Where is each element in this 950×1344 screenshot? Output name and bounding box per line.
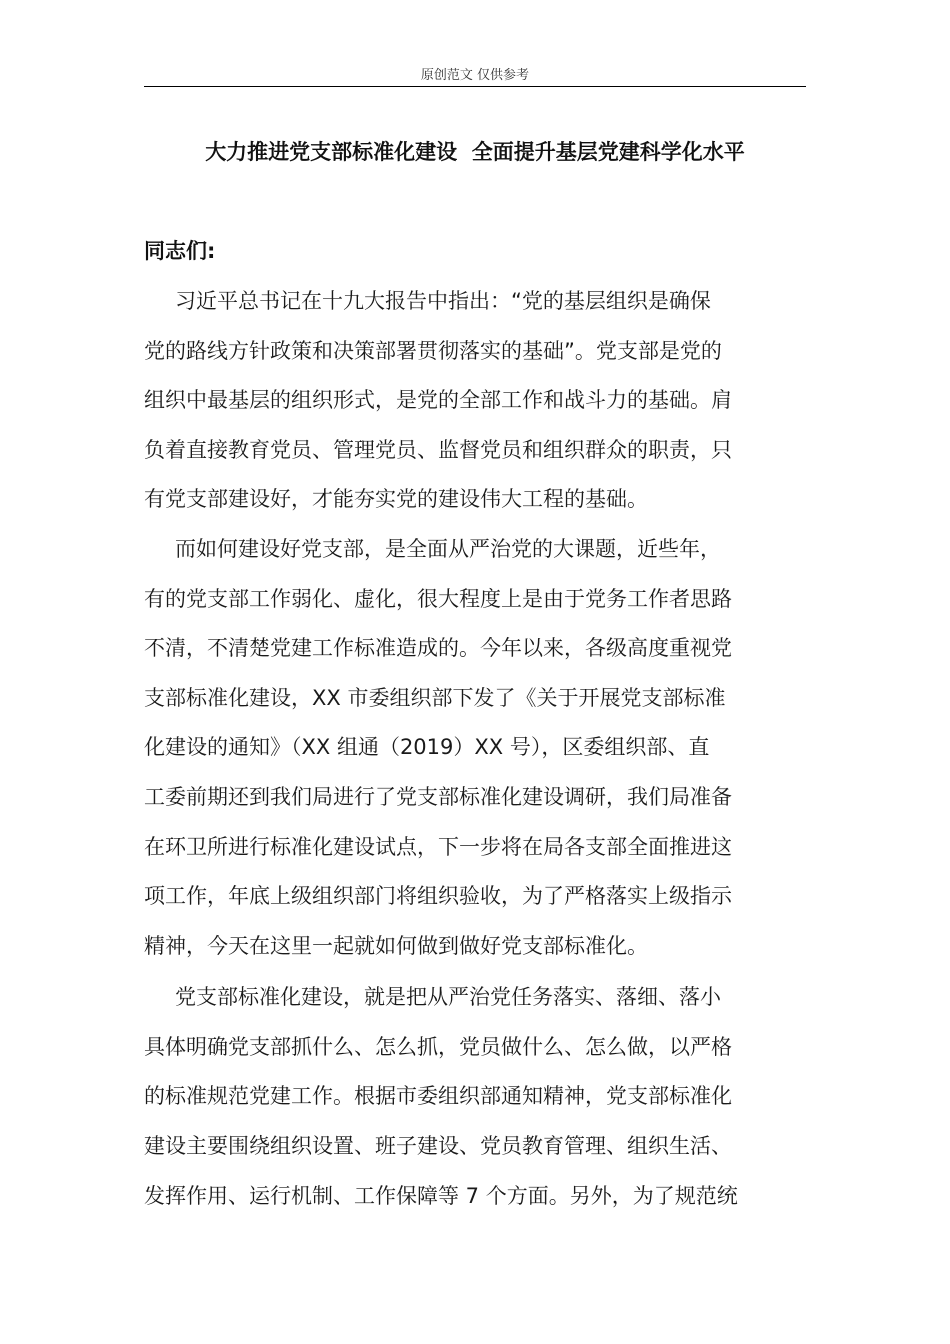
paragraph-2-line-6: 工委前期还到我们局进行了党支部标准化建设调研，我们局准备 bbox=[144, 785, 732, 809]
page-header-text: 原创范文 仅供参考 bbox=[420, 68, 530, 83]
paragraph-1-line-2: 党的路线方针政策和决策部署贯彻落实的基础”。党支部是党的 bbox=[144, 339, 722, 363]
paragraph-3-line-3: 的标准规范党建工作。根据市委组织部通知精神，党支部标准化 bbox=[144, 1084, 732, 1108]
paragraph-2-line-8: 项工作，年底上级组织部门将组织验收，为了严格落实上级指示 bbox=[144, 884, 732, 908]
paragraph-2-line-9: 精神，今天在这里一起就如何做到做好党支部标准化。 bbox=[144, 934, 648, 958]
document-title: 大力推进党支部标准化建设 全面提升基层党建科学化水平 bbox=[205, 140, 745, 164]
paragraph-3-line-4: 建设主要围绕组织设置、班子建设、党员教育管理、组织生活、 bbox=[144, 1134, 732, 1158]
paragraph-3-line-2: 具体明确党支部抓什么、怎么抓，党员做什么、怎么做，以严格 bbox=[144, 1035, 732, 1059]
paragraph-2-line-7: 在环卫所进行标准化建设试点，下一步将在局各支部全面推进这 bbox=[144, 835, 732, 859]
header-divider bbox=[144, 86, 806, 87]
paragraph-2-line-5: 化建设的通知》（XX 组通（2019）XX 号），区委组织部、直 bbox=[144, 735, 710, 759]
paragraph-1-line-1: 习近平总书记在十九大报告中指出：“党的基层组织是确保 bbox=[175, 289, 711, 313]
paragraph-1-line-3: 组织中最基层的组织形式，是党的全部工作和战斗力的基础。肩 bbox=[144, 388, 732, 412]
salutation: 同志们: bbox=[144, 239, 216, 263]
paragraph-1-line-4: 负着直接教育党员、管理党员、监督党员和组织群众的职责，只 bbox=[144, 438, 732, 462]
paragraph-2-line-1: 而如何建设好党支部，是全面从严治党的大课题，近些年， bbox=[175, 537, 721, 561]
paragraph-2-line-2: 有的党支部工作弱化、虚化，很大程度上是由于党务工作者思路 bbox=[144, 587, 732, 611]
paragraph-3-line-1: 党支部标准化建设，就是把从严治党任务落实、落细、落小 bbox=[175, 985, 721, 1009]
paragraph-3-line-5: 发挥作用、运行机制、工作保障等 7 个方面。另外，为了规范统 bbox=[144, 1184, 738, 1208]
paragraph-2-line-4: 支部标准化建设，XX 市委组织部下发了《关于开展党支部标准 bbox=[144, 686, 726, 710]
paragraph-2-line-3: 不清，不清楚党建工作标准造成的。今年以来，各级高度重视党 bbox=[144, 636, 732, 660]
paragraph-1-line-5: 有党支部建设好，才能夯实党的建设伟大工程的基础。 bbox=[144, 487, 648, 511]
